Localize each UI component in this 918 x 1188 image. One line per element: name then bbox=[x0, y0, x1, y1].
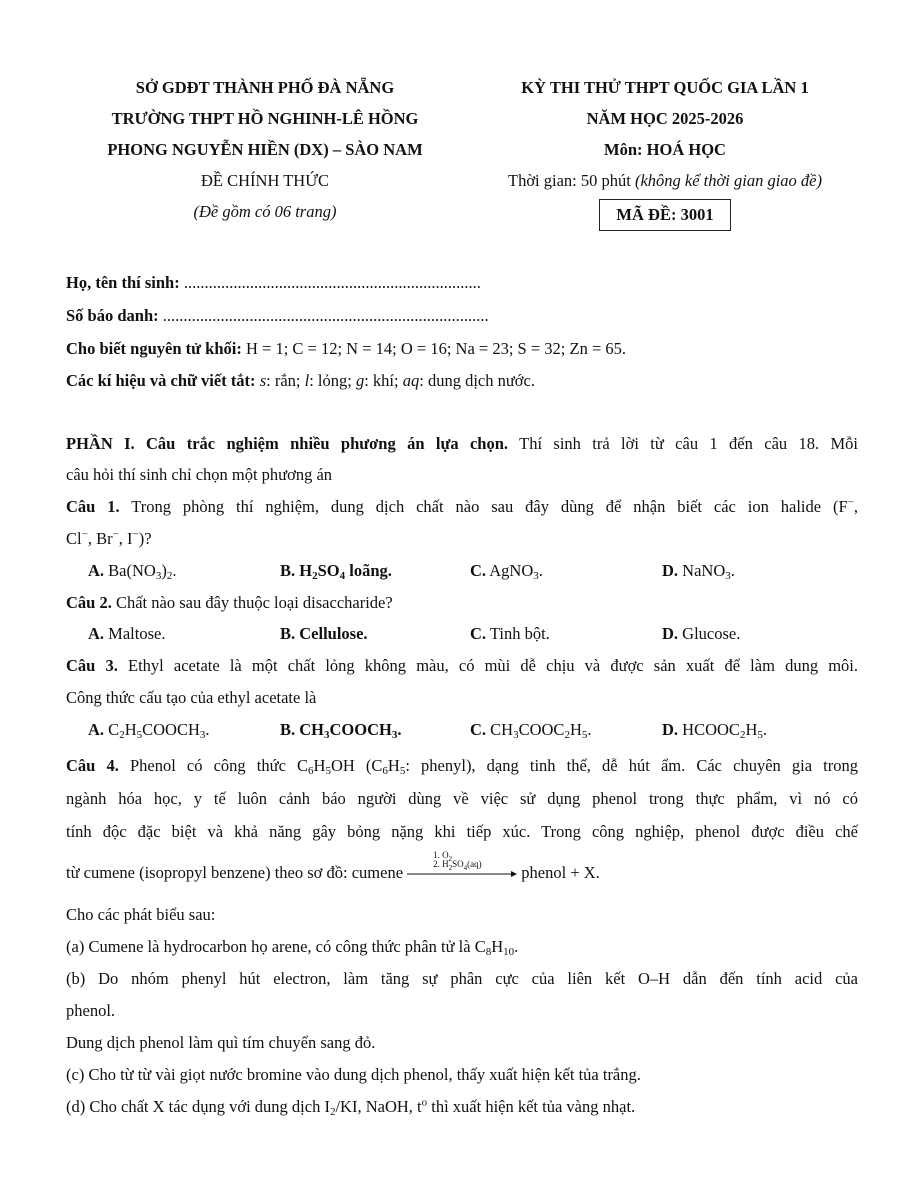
option-text: Glucose. bbox=[682, 624, 741, 643]
subscript: 3 bbox=[155, 570, 162, 582]
subscript: 3 bbox=[513, 729, 519, 741]
department-name: SỞ GDĐT THÀNH PHỐ ĐÀ NẴNG bbox=[135, 78, 395, 97]
q2-option-b[interactable] bbox=[280, 623, 368, 645]
q1-option-c[interactable]: C. AgNO$_3$. bbox=[470, 561, 543, 582]
q3-option-b[interactable]: B. $CH_3COOCH_3$. bbox=[280, 720, 402, 741]
degree-sup: o bbox=[421, 1096, 428, 1109]
q3-stem: Ethyl acetate là một chất lỏng không màu, có mùi dễ chịu và được sản xuất để làm dung môi. bbox=[117, 656, 859, 675]
q2-option-d[interactable] bbox=[662, 623, 740, 645]
q3-option-c[interactable]: C. $CH_3COOC_2H_5$. bbox=[470, 720, 592, 741]
part1-instruction-1: Thí sinh trả lời từ câu 1 đến câu 18. Mỗi bbox=[508, 434, 859, 453]
option-letter: A. bbox=[88, 561, 105, 580]
q4-text: (d) Cho chất X tác dụng với dung dịch I bbox=[66, 1097, 330, 1116]
q3-text-line1 bbox=[66, 655, 858, 677]
q4-intro: Cho các phát biểu sau: bbox=[66, 905, 216, 924]
q4-line1 bbox=[66, 755, 858, 777]
q4-text: H bbox=[491, 937, 504, 956]
time-note: (không kể thời gian giao đề) bbox=[634, 171, 823, 190]
subject-name: HOÁ HỌC bbox=[646, 140, 726, 159]
q3-label: Câu 3. bbox=[66, 656, 118, 675]
candidate-name-label: Họ, tên thí sinh: bbox=[66, 273, 180, 292]
subscript: 2 bbox=[312, 570, 318, 582]
subscript: 3 bbox=[199, 729, 206, 741]
subscript: 2 bbox=[166, 570, 173, 582]
option-text: Cellulose. bbox=[299, 624, 368, 643]
subscript: 4 bbox=[339, 570, 346, 582]
subscript: 5 bbox=[757, 729, 763, 741]
q4-statement-b-line2: phenol. bbox=[66, 1001, 116, 1020]
q1-options bbox=[88, 560, 848, 582]
symbol-g: g bbox=[355, 371, 365, 390]
q3-text-line2: Công thức cấu tạo của ethyl acetate là bbox=[66, 688, 317, 707]
subscript: 10 bbox=[503, 946, 515, 958]
q4-statement-c: (c) Cho từ từ vài giọt nước bromine vào dung dịch phenol, thấy xuất hiện kết tủa trắng. bbox=[66, 1065, 641, 1084]
time-label: Thời gian: 50 phút bbox=[507, 171, 635, 190]
subscript: 3 bbox=[533, 570, 539, 582]
option-letter: B. bbox=[280, 624, 296, 643]
arrow-step2-aq: (aq) bbox=[467, 859, 482, 870]
q2-options bbox=[88, 623, 848, 645]
symbols-line bbox=[66, 370, 858, 392]
q4-line2: ngành hóa học, y tế luôn cảnh báo người dùng về việc sử dụng phenol trong thực phẩm, vì nó có bbox=[66, 789, 858, 808]
q4-text: H bbox=[313, 756, 326, 775]
candidate-id-label: Số báo danh: bbox=[66, 306, 159, 325]
exam-title: KỲ THI THỬ THPT QUỐC GIA LẦN 1 bbox=[521, 78, 809, 97]
school-name-line2: PHONG NGUYỄN HIỀN (DX) – SÀO NAM bbox=[107, 140, 423, 159]
subscript: 2 bbox=[739, 729, 746, 741]
minus-sup: − bbox=[132, 528, 139, 541]
option-letter: B. bbox=[280, 561, 296, 580]
option-letter: C. bbox=[470, 624, 487, 643]
q4-text: (a) Cumene là hydrocarbon họ arene, có công thức phân tử là C bbox=[66, 937, 486, 956]
subscript: 2 bbox=[448, 864, 453, 873]
subject-label: Môn: bbox=[604, 140, 647, 159]
q1-stem: Trong phòng thí nghiệm, dung dịch chất nào sau đây dùng để nhận biết các ion halide (F bbox=[119, 497, 848, 516]
subscript: 2 bbox=[119, 729, 125, 741]
candidate-id-dots: ............................................................................... bbox=[158, 306, 489, 325]
q4-text: phenol + X. bbox=[517, 863, 600, 882]
option-letter: A. bbox=[88, 624, 105, 643]
symbol-aq-desc: : dung dịch nước. bbox=[419, 371, 535, 390]
subject-line bbox=[470, 134, 860, 165]
q4-statement-a: (a) Cumene là hydrocarbon họ arene, có công thức phân tử là $C_8H_{10}$. bbox=[66, 937, 519, 958]
q4-text: từ cumene (isopropyl benzene) theo sơ đồ: cumene bbox=[66, 863, 408, 882]
exam-code-box: MÃ ĐỀ: 3001 bbox=[599, 199, 730, 231]
subscript: 2 bbox=[329, 1106, 336, 1118]
q1-text-line2 bbox=[66, 528, 858, 550]
q4-line3: tính độc đặc biệt và khả năng gây bỏng nặng khi tiếp xúc. Trong công nghiệp, phenol được điều chế bbox=[66, 822, 858, 841]
subscript: 4 bbox=[463, 864, 468, 873]
subscript: 3 bbox=[725, 570, 731, 582]
q2-stem: Chất nào sau đây thuộc loại disaccharide? bbox=[111, 593, 393, 612]
arrow-icon bbox=[407, 863, 517, 885]
subscript: 3 bbox=[324, 729, 330, 741]
q3-option-d[interactable]: D. $HCOOC_2H_5$. bbox=[662, 720, 767, 741]
pages-note: (Đề gồm có 06 trang) bbox=[193, 202, 337, 221]
q4-text: : phenyl), dạng tinh thể, dễ hút ẩm. Các chuyên gia trong bbox=[405, 756, 858, 775]
q2-label: Câu 2. bbox=[66, 593, 112, 612]
exam-code-wrap bbox=[470, 196, 860, 231]
option-letter: B. bbox=[280, 720, 296, 739]
option-letter: D. bbox=[662, 561, 679, 580]
header-left bbox=[60, 72, 470, 227]
q4-statement-b-line1: (b) Do nhóm phenyl hút electron, làm tăng sự phân cực của liên kết O–H dẫn đến tính acid của bbox=[66, 969, 858, 988]
symbol-l: l bbox=[304, 371, 310, 390]
q1-text-line1: Câu 1. Trong phòng thí nghiệm, dung dịch chất nào sau đây dùng để nhận biết các ion halide (F−, bbox=[66, 496, 858, 516]
subscript: 6 bbox=[308, 765, 314, 777]
q4-text: Phenol có công thức C bbox=[118, 756, 309, 775]
symbol-s-desc: : rắn; bbox=[266, 371, 305, 390]
symbol-g-desc: : khí; bbox=[364, 371, 403, 390]
atomic-mass-values: H = 1; C = 12; N = 14; O = 16; Na = 23; S = 32; Zn = 65. bbox=[241, 339, 626, 358]
q1-i: , I bbox=[118, 529, 133, 548]
q3-options bbox=[88, 719, 848, 741]
subscript: 5 bbox=[581, 729, 588, 741]
candidate-name-dots: ........................................................................ bbox=[179, 273, 481, 292]
minus-sup: − bbox=[81, 528, 88, 541]
q1-option-d[interactable]: D. NaNO$_3$. bbox=[662, 561, 735, 582]
q1-cl: Cl bbox=[66, 529, 82, 548]
q2-text bbox=[66, 592, 858, 614]
q4-text: H bbox=[387, 756, 400, 775]
q4-statement-d bbox=[66, 1096, 858, 1118]
q1-label: Câu 1. bbox=[66, 497, 120, 516]
subscript: 2 bbox=[564, 729, 570, 741]
symbol-l-desc: : lỏng; bbox=[309, 371, 356, 390]
part1-heading-line bbox=[66, 433, 858, 455]
subscript: 3 bbox=[391, 729, 398, 741]
q1-tail: )? bbox=[138, 529, 152, 548]
option-letter: D. bbox=[662, 720, 679, 739]
q2-option-c[interactable] bbox=[470, 623, 550, 645]
q1-option-a[interactable]: A. $Ba(NO_3)_2$. bbox=[88, 561, 177, 582]
q1-br: , Br bbox=[87, 529, 113, 548]
candidate-id-line bbox=[66, 305, 858, 327]
atomic-mass-label: Cho biết nguyên tử khối: bbox=[66, 339, 242, 358]
header-right bbox=[470, 72, 860, 231]
q2-option-a[interactable] bbox=[88, 623, 165, 645]
q3-option-a[interactable]: A. $C_2H_5COOCH_3$. bbox=[88, 720, 210, 741]
official-label: ĐỀ CHÍNH THỨC bbox=[201, 171, 329, 190]
subscript: 2 bbox=[448, 855, 453, 864]
atomic-mass-line bbox=[66, 338, 858, 360]
reaction-arrow bbox=[407, 850, 517, 885]
option-letter: D. bbox=[662, 624, 679, 643]
q4-text: thì xuất hiện kết tủa vàng nhạt. bbox=[427, 1097, 636, 1116]
q4-line4 bbox=[66, 850, 858, 885]
subscript: 5 bbox=[136, 729, 143, 741]
arrow-step2-tail: SO bbox=[452, 859, 464, 870]
subscript: 8 bbox=[485, 946, 492, 958]
minus-sup: − bbox=[847, 496, 854, 509]
q4-text: /KI, NaOH, t bbox=[335, 1097, 422, 1116]
subscript: 5 bbox=[325, 765, 331, 777]
q1-option-b[interactable]: B. $H_2SO_4$ loãng. bbox=[280, 561, 392, 582]
arrow-step1: 1. O bbox=[433, 850, 449, 861]
part1-title: PHẦN I. Câu trắc nghiệm nhiều phương án lựa chọn. bbox=[66, 434, 509, 453]
candidate-name-line bbox=[66, 272, 858, 294]
option-text: Tinh bột. bbox=[489, 624, 550, 643]
option-text: Maltose. bbox=[108, 624, 166, 643]
symbol-s: s bbox=[259, 371, 267, 390]
option-letter: C. bbox=[470, 561, 487, 580]
school-year: NĂM HỌC 2025-2026 bbox=[586, 109, 744, 128]
q4-label: Câu 4. bbox=[66, 756, 119, 775]
symbols-label: Các kí hiệu và chữ viết tắt: bbox=[66, 371, 256, 390]
option-letter: A. bbox=[88, 720, 105, 739]
subscript: 5 bbox=[399, 765, 406, 777]
school-name-line1: TRƯỜNG THPT HỒ NGHINH-LÊ HỒNG bbox=[111, 109, 419, 128]
minus-sup: − bbox=[112, 528, 119, 541]
subscript: 6 bbox=[382, 765, 388, 777]
option-letter: C. bbox=[470, 720, 487, 739]
q4-statement-extra: Dung dịch phenol làm quì tím chuyển sang đỏ. bbox=[66, 1033, 376, 1052]
symbol-aq: aq bbox=[402, 371, 420, 390]
part1-instruction-line2: câu hỏi thí sinh chỉ chọn một phương án bbox=[66, 465, 333, 484]
time-line bbox=[470, 165, 860, 196]
q4-text: OH (C bbox=[330, 756, 383, 775]
arrow-step2: 2. H bbox=[433, 859, 449, 870]
